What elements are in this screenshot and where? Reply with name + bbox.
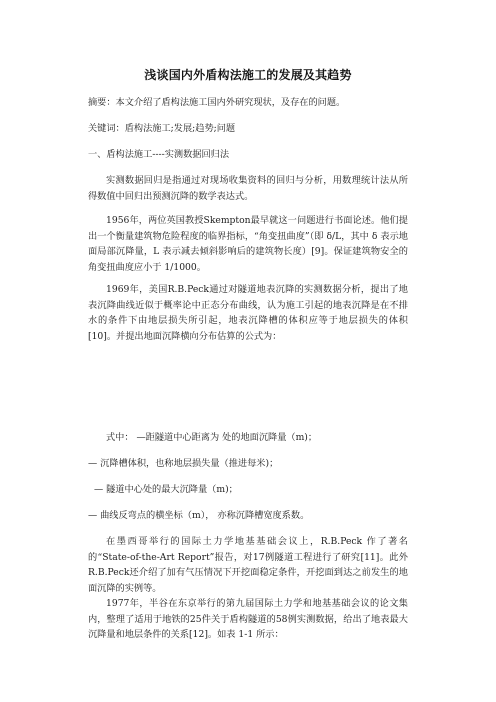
paragraph-regression-definition: 实测数据回归是指通过对现场收集资料的回归与分析，用数理统计法从所得数值中回归出预测沉降的数学表达式。 — [88, 175, 408, 202]
definition-line-3: — 隧道中心处的最大沉降量（m)； — [94, 484, 238, 495]
definition-line-2: — 沉降槽体积，也称地层损失量（推进每米)； — [88, 458, 279, 469]
keywords: 关键词：盾构法施工;发展;趋势;问题 — [88, 123, 236, 134]
definition-line-1: 式中： —距隧道中心距离为 处的地面沉降量（m)； — [106, 432, 318, 443]
section-heading: 一、盾构法施工----实测数据回归法 — [88, 149, 230, 160]
definition-line-4: — 曲线反弯点的横坐标（m）， 亦称沉降槽宽度系数。 — [88, 510, 310, 521]
document-title: 浅谈国内外盾构法施工的发展及其趋势 — [144, 68, 352, 82]
paragraph-state-of-the-art: 在墨西哥举行的国际土力学地基基础会议上，R.B.Peck 作了著名的“State-of-the-Art Report”报告，对17例隧道工程进行了研究[11]。此外R.B.Peck还介绍了加有气压情况下开挖面稳定条件，开挖面到达之前发生的地面沉降的实例等。 — [88, 536, 408, 594]
paragraph-1977-conference: 1977年，半谷在东京举行的第九届国际土力学和地基基础会议的论文集内，整理了适用于地铁的25件关于盾构隧道的58例实测数据，给出了地表最大沉降量和地层条件的关系[12]。如表 1-1 所示： — [88, 598, 408, 640]
formula-placeholder — [88, 353, 408, 433]
paragraph-skempton: 1956年，两位英国教授Skempton最早就这一问题进行书面论述。他们提出一个衡量建筑物危险程度的临界指标，“角变扭曲度”（即 δ/L，其中 δ 表示地面局部沉降量，L 表示减去倾斜影响后的建筑物长度）[9]。保证建筑物安全的角变扭曲度应小于 1/1000。 — [88, 215, 408, 273]
abstract: 摘要：本文介绍了盾构法施工国内外研究现状，及存在的问题。 — [88, 97, 346, 108]
paragraph-peck: 1969年，美国R.B.Peck通过对隧道地表沉降的实测数据分析，提出了地表沉降曲线近似于概率论中正态分布曲线，认为施工引起的地表沉降是在不排水的条件下由地层损失所引起，地表沉降槽的体积应等于地层损失的体积[10]。并提出地面沉降横向分布估算的公式为： — [88, 284, 408, 342]
